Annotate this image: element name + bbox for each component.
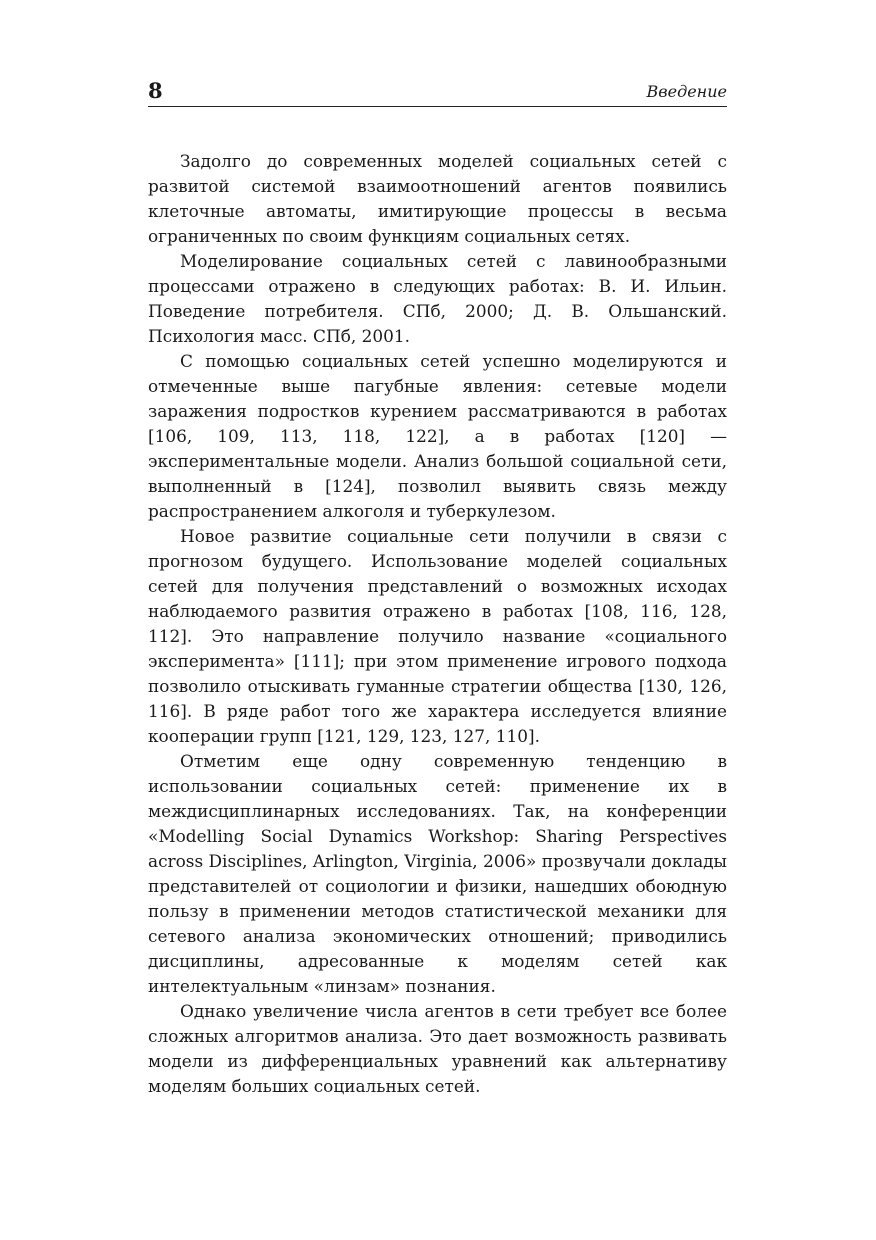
section-title: Введение [646,82,727,101]
paragraph: Отметим еще одну современную тенденцию в использовании социальных сетей: применение их в междисциплинарных исследованиях. Так, на конференции «Modelling Social Dynamics Workshop: Sharing Perspectives across Disciplines, Arlington, Virginia, 2006» прозвучали доклады представителей от социологии и физики, нашедших обоюдную пользу в применении методов статистической механики для сетевого анализа экономических отношений; приводились дисциплины, адресованные к моделям сетей как интелектуальным «линзам» познания. [148,751,727,996]
paragraph: Задолго до современных моделей социальных сетей с развитой системой взаимоотношений агентов появились клеточные автоматы, имитирующие процессы в весьма ограниченных по своим функциям социальных сетях. [148,151,727,246]
paragraph: Моделирование социальных сетей с лавинообразными процессами отражено в следующих работах: В. И. Ильин. Поведение потребителя. СПб, 2000; Д. В. Ольшанский. Психология масс. СПб, 2001. [148,251,727,346]
paragraph: Новое развитие социальные сети получили в связи с прогнозом будущего. Использование моделей социальных сетей для получения представлений о возможных исходах наблюдаемого развития отражено в работах [108, 116, 128, 112]. Это направление получило название «социального эксперимента» [111]; при этом применение игрового подхода позволило отыскивать гуманные стратегии общества [130, 126, 116]. В ряде работ того же характера исследуется влияние кооперации групп [121, 129, 123, 127, 110]. [148,526,727,746]
paragraph: Однако увеличение числа агентов в сети требует все более сложных алгоритмов анализа. Это дает возможность развивать модели из дифференциальных уравнений как альтернативу моделям больших социальных сетей. [148,1001,727,1096]
book-page [148,78,727,1099]
paragraph: С помощью социальных сетей успешно моделируются и отмеченные выше пагубные явления: сетевые модели заражения подростков курением рассматриваются в работах [106, 109, 113, 118, 122], а в работах [120] — экспериментальные модели. Анализ большой социальной сети, выполненный в [124], позволил выявить связь между распространением алкоголя и туберкулезом. [148,351,727,521]
running-header [148,78,727,107]
body-text [148,149,727,1099]
page-number: 8 [148,78,163,103]
